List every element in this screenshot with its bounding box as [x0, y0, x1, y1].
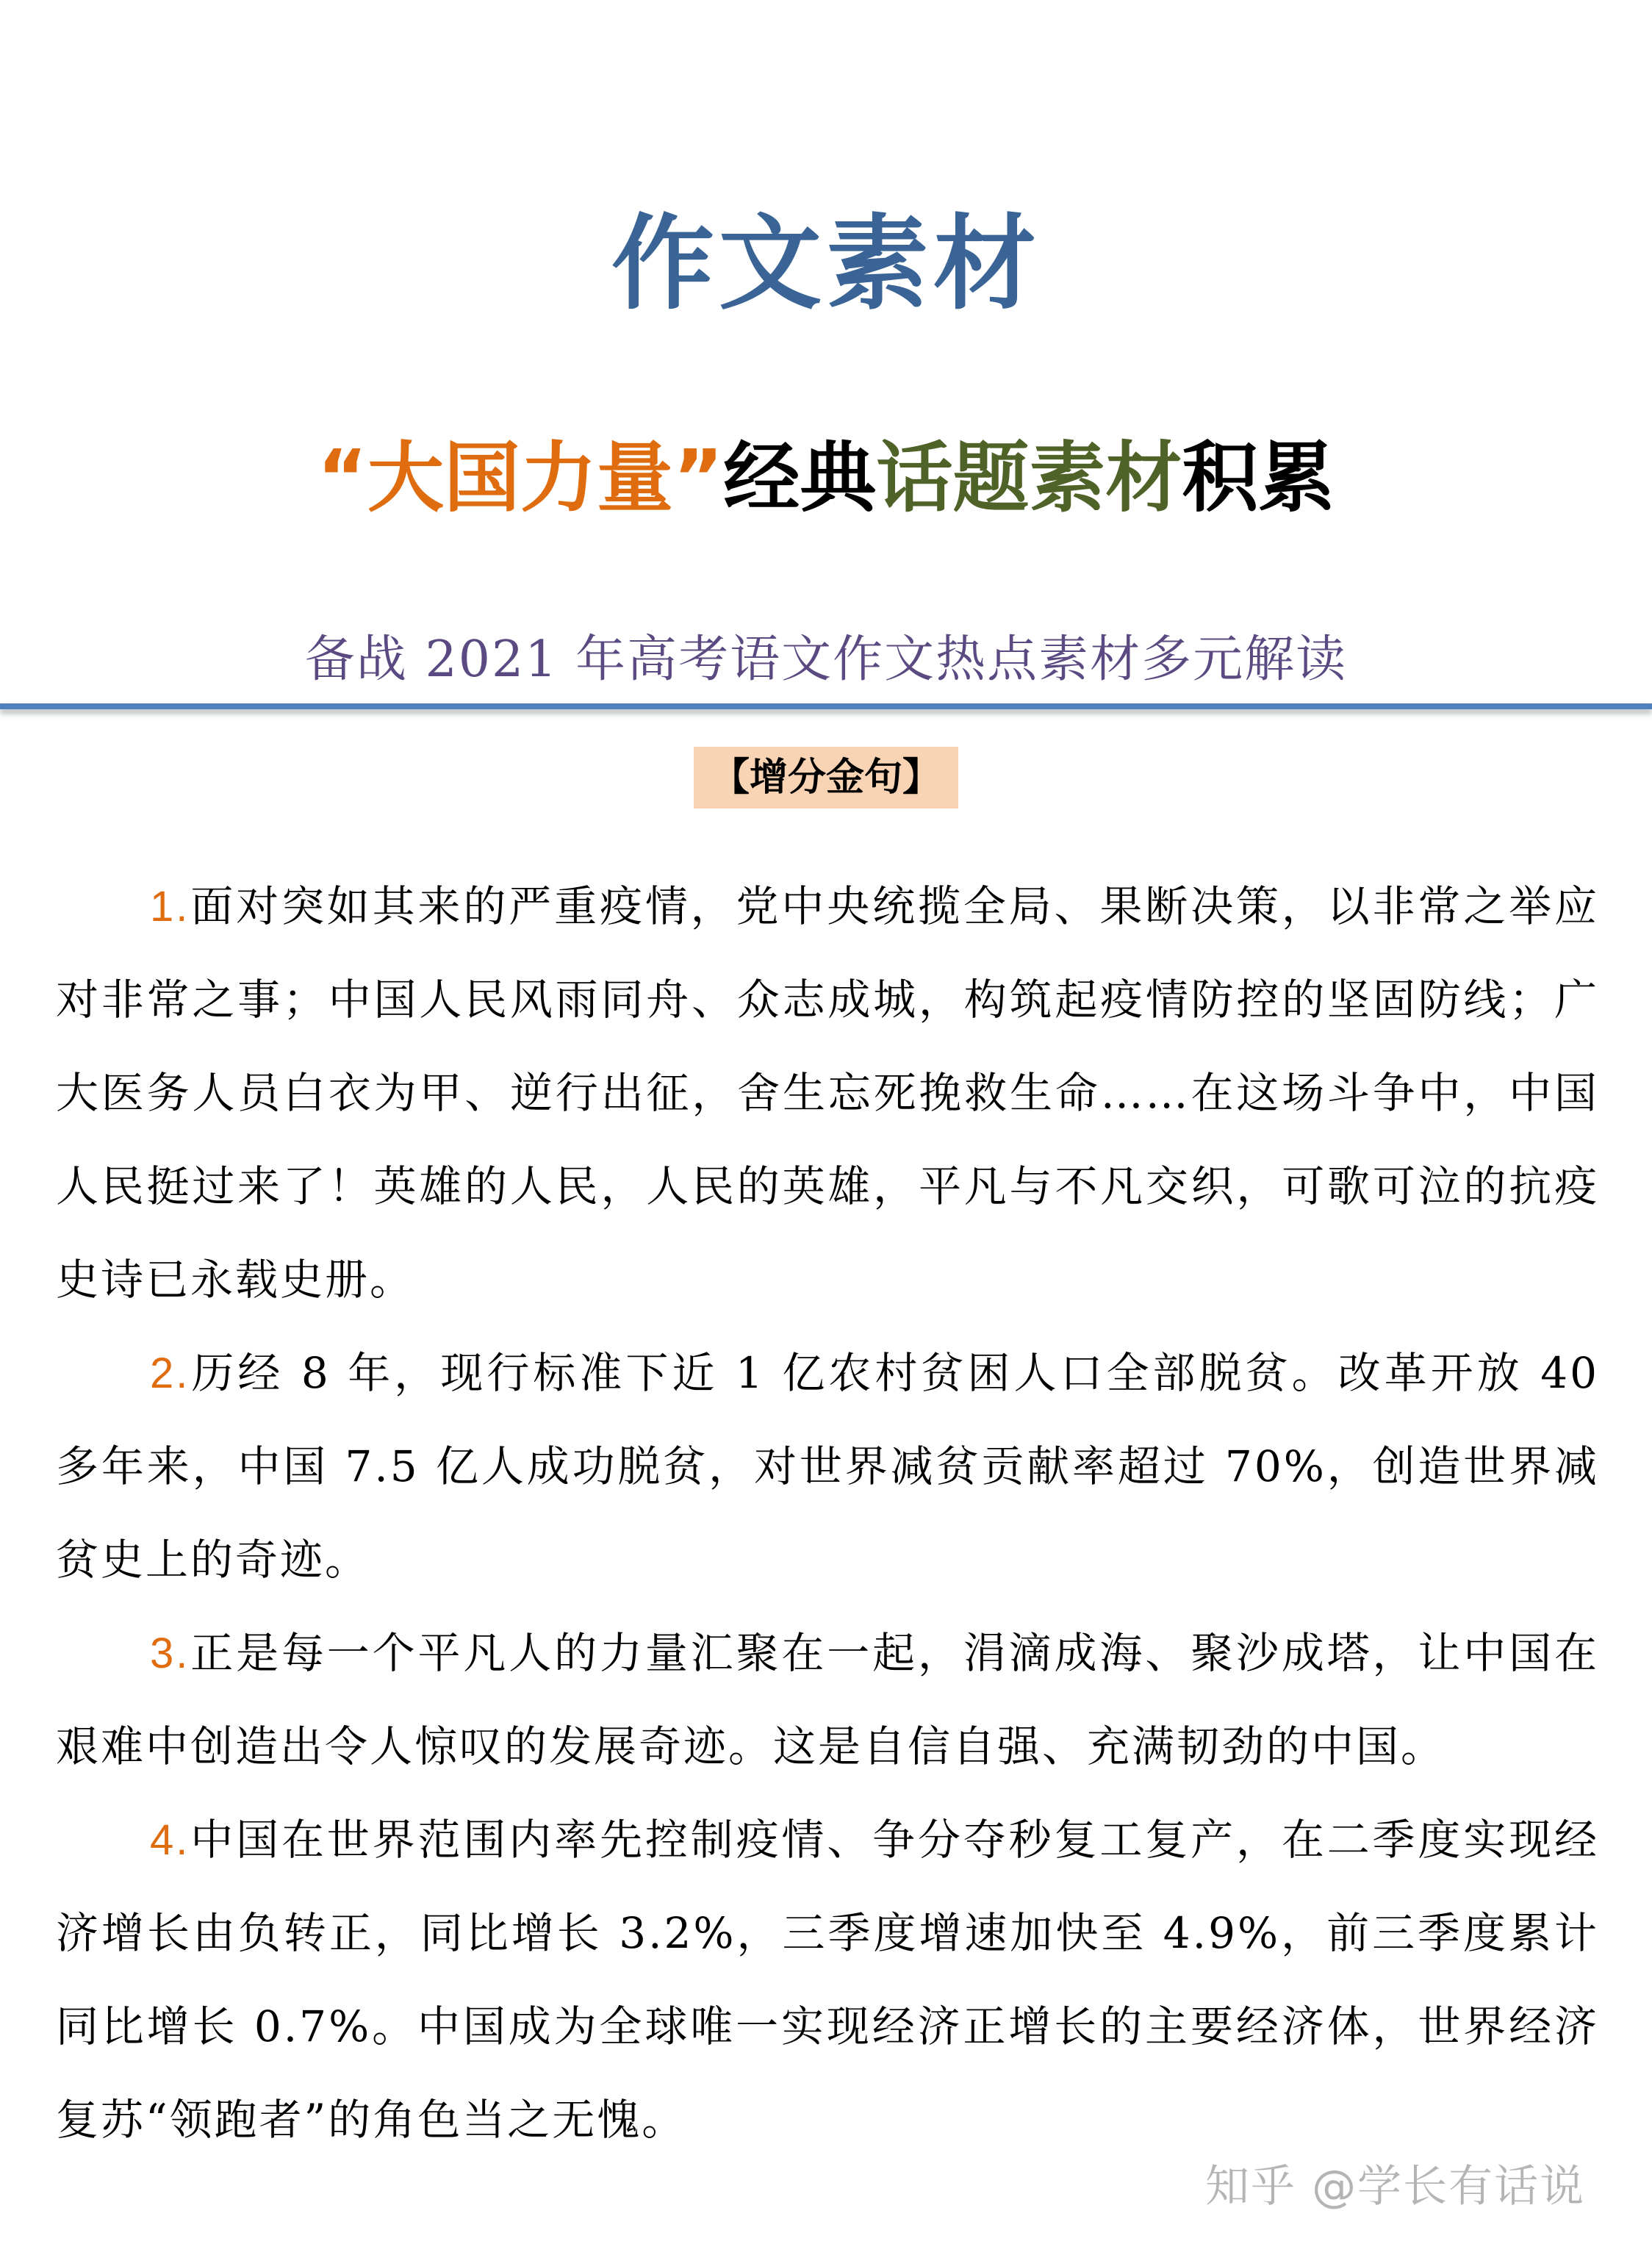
- header-divider: [0, 703, 1652, 709]
- paragraph-number: 4.: [150, 1816, 190, 1864]
- paragraph-number: 3.: [150, 1630, 190, 1677]
- subtitle-text-classic: 经典: [723, 433, 877, 523]
- paragraph-4: [56, 1793, 1599, 2167]
- subtitle-close-quote: ”: [672, 433, 724, 523]
- paragraph-text: 历经 8 年，现行标准下近 1 亿农村贫困人口全部脱贫。改革开放 40 多年来，中国 7.5 亿人成功脱贫，对世界减贫贡献率超过 70%，创造世界减贫史上的奇迹。: [56, 1348, 1599, 1585]
- page-subtitle: [0, 434, 1652, 522]
- paragraph-3: [56, 1607, 1599, 1793]
- subtitle-highlight-green: 话题素材: [876, 433, 1182, 523]
- paragraph-text: 中国在世界范围内率先控制疫情、争分夺秒复工复产，在二季度实现经济增长由负转正，同比增长 3.2%，三季度增速加快至 4.9%，前三季度累计同比增长 0.7%。中国成为全球唯一实现经济正增长的主要经济体，世界经济复苏“领跑者”的角色当之无愧。: [56, 1815, 1599, 2145]
- subtitle-open-quote: “: [317, 433, 367, 523]
- page-title: 作文素材: [611, 204, 1041, 324]
- paragraph-number: 2.: [150, 1349, 190, 1397]
- section-label: 【增分金句】: [694, 747, 958, 809]
- paragraph-2: [56, 1327, 1599, 1607]
- page-tagline: 备战 2021 年高考语文作文热点素材多元解读: [304, 631, 1348, 689]
- section-label-container: [0, 747, 1652, 809]
- subtitle-highlight-orange: 大国力量: [367, 433, 673, 523]
- paragraph-text: 正是每一个平凡人的力量汇聚在一起，涓滴成海、聚沙成塔，让中国在艰难中创造出令人惊叹的发展奇迹。这是自信自强、充满韧劲的中国。: [56, 1628, 1599, 1771]
- subtitle-text-accumulate: 积累: [1182, 433, 1335, 523]
- paragraph-text: 面对突如其来的严重疫情，党中央统揽全局、果断决策，以非常之举应对非常之事；中国人民风雨同舟、众志成城，构筑起疫情防控的坚固防线；广大医务人员白衣为甲、逆行出征，舍生忘死挽救生命……在这场斗争中，中国人民挺过来了！英雄的人民，人民的英雄，平凡与不凡交织，可歌可泣的抗疫史诗已永载史册。: [56, 881, 1599, 1305]
- paragraph-1: [56, 860, 1599, 1327]
- watermark: 知乎 @学长有话说: [1205, 2161, 1586, 2212]
- content-body: [56, 860, 1599, 2167]
- paragraph-number: 1.: [150, 883, 190, 931]
